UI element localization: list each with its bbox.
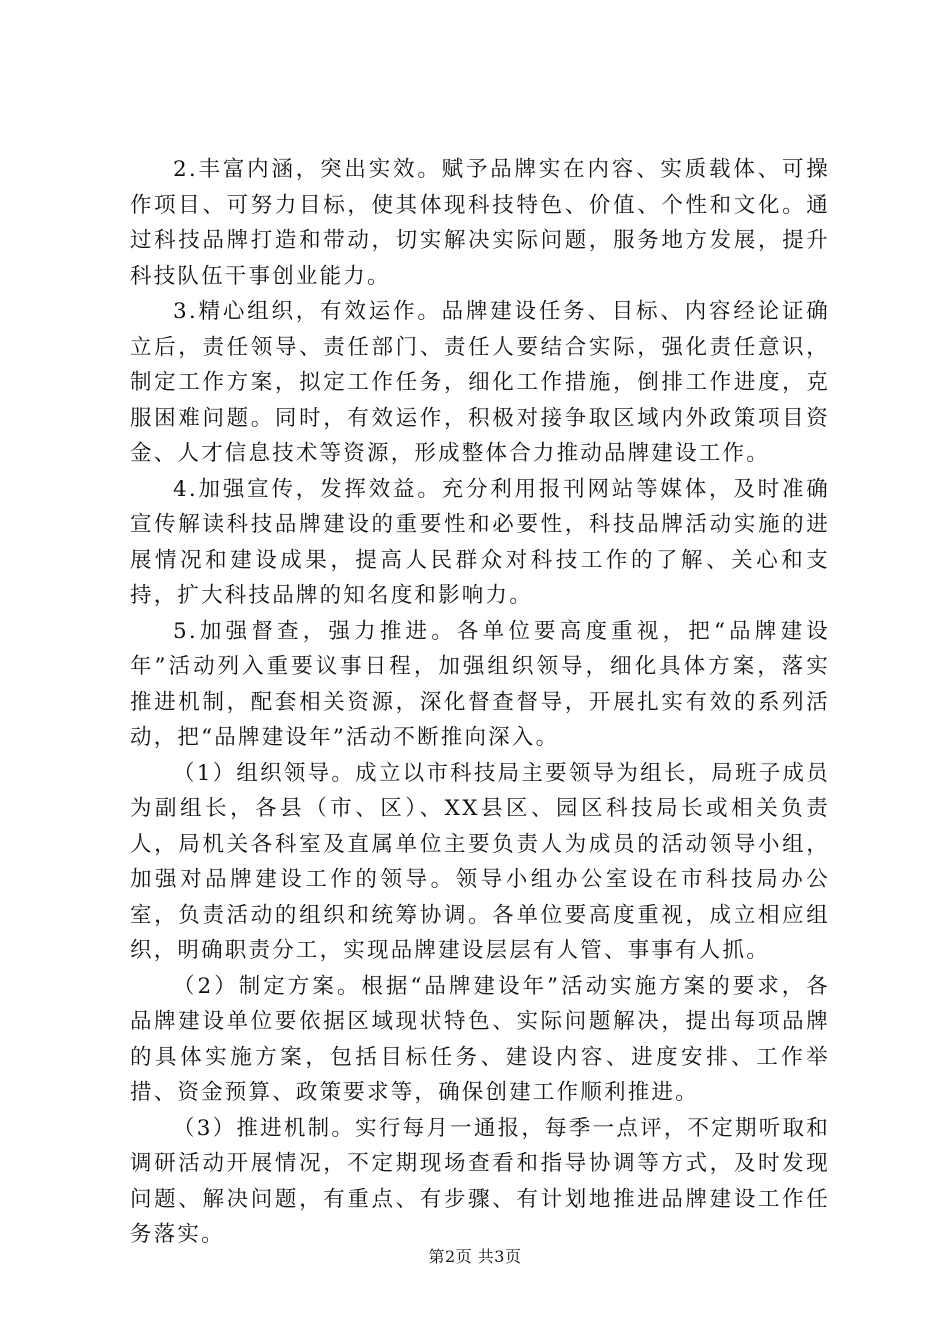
paragraph-item-3: 3.精心组织，有效运作。品牌建设任务、目标、内容经论证确立后，责任领导、责任部门、责任人要结合实际，强化责任意识，制定工作方案，拟定工作任务，细化工作措施，倒排工作进度，克服困难问题。同时，有效运作，积极对接争取区域内外政策项目资金、人才信息技术等资源，形成整体合力推动品牌建设工作。 [130, 299, 830, 466]
paragraph-item-2: 2.丰富内涵，突出实效。赋予品牌实在内容、实质载体、可操作项目、可努力目标，使其体现科技特色、价值、个性和文化。通过科技品牌打造和带动，切实解决实际问题，服务地方发展，提升科技队伍干事创业能力。 [130, 157, 830, 289]
paragraph-subitem-1: （1）组织领导。成立以市科技局主要领导为组长，局班子成员为副组长，各县（市、区）、XX县区、园区科技局长或相关负责人，局机关各科室及直属单位主要负责人为成员的活动领导小组，加强对品牌建设工作的领导。领导小组办公室设在市科技局办公室，负责活动的组织和统筹协调。各单位要高度重视，成立相应组织，明确职责分工，实现品牌建设层层有人管、事事有人抓。 [130, 760, 830, 963]
paragraph-subitem-2: （2）制定方案。根据“品牌建设年”活动实施方案的要求，各品牌建设单位要依据区域现状特色、实际问题解决，提出每项品牌的具体实施方案，包括目标任务、建设内容、进度安排、工作举措、资金预算、政策要求等，确保创建工作顺利推进。 [130, 973, 830, 1105]
page-number-footer: 第2页 共3页 [428, 1247, 522, 1266]
document-body [130, 152, 830, 1253]
paragraph-item-5: 5.加强督查，强力推进。各单位要高度重视，把“品牌建设年”活动列入重要议事日程，加强组织领导，细化具体方案，落实推进机制，配套相关资源，深化督查督导，开展扎实有效的系列活动，把“品牌建设年”活动不断推向深入。 [130, 618, 830, 750]
paragraph-subitem-3: （3）推进机制。实行每月一通报，每季一点评，不定期听取和调研活动开展情况，不定期现场查看和指导协调等方式，及时发现问题、解决问题，有重点、有步骤、有计划地推进品牌建设工作任务落实。 [130, 1115, 830, 1247]
paragraph-item-4: 4.加强宣传，发挥效益。充分利用报刊网站等媒体，及时准确宣传解读科技品牌建设的重要性和必要性，科技品牌活动实施的进展情况和建设成果，提高人民群众对科技工作的了解、关心和支持，扩大科技品牌的知名度和影响力。 [130, 476, 830, 608]
